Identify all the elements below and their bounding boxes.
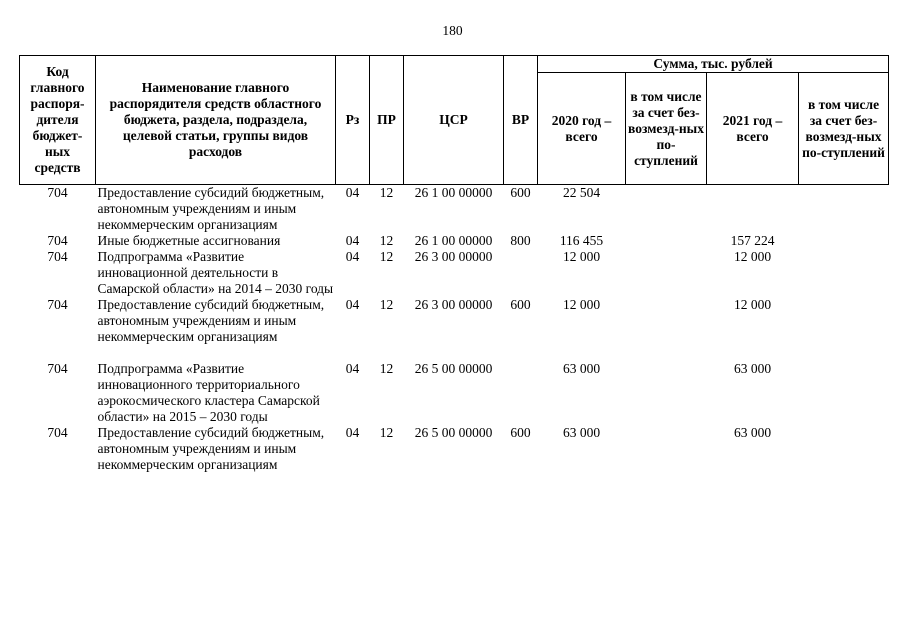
cell-2020-gratuitous	[626, 249, 707, 297]
cell-2020-total: 63 000	[562, 425, 601, 440]
cell-name: Предоставление субсидий бюджетным, автономным учреждениям и иным некоммерческим организациям	[97, 185, 325, 232]
cell-2021-gratuitous	[799, 185, 889, 234]
cell-name: Подпрограмма «Развитие инновационной деятельности в Самарской области» на 2014 – 2030 годы	[97, 249, 334, 296]
cell-name: Подпрограмма «Развитие инновационного территориального аэрокосмического кластера Самарской области» на 2015 – 2030 годы	[97, 361, 320, 424]
cell-pr: 12	[379, 425, 394, 440]
cell-vr: 600	[510, 297, 531, 312]
cell-vr: 600	[510, 185, 531, 200]
cell-2021-total	[707, 185, 799, 234]
cell-code: 704	[47, 185, 68, 200]
header-pr: ПР	[370, 56, 404, 185]
cell-csr: 26 1 00 00000	[414, 185, 493, 200]
budget-table	[19, 55, 889, 473]
table-row	[20, 297, 889, 345]
cell-csr: 26 3 00 00000	[414, 249, 493, 264]
cell-csr: 26 5 00 00000	[414, 425, 493, 440]
cell-2021-total: 157 224	[730, 233, 775, 248]
header-vr: ВР	[504, 56, 538, 185]
header-csr: ЦСР	[404, 56, 504, 185]
cell-code: 704	[47, 361, 68, 376]
cell-rz: 04	[345, 425, 360, 440]
cell-code: 704	[47, 233, 68, 248]
cell-csr: 26 1 00 00000	[414, 233, 493, 248]
cell-pr: 12	[379, 185, 394, 200]
cell-vr: 600	[510, 425, 531, 440]
table-row	[20, 425, 889, 473]
row-spacer	[20, 345, 889, 361]
cell-pr: 12	[379, 249, 394, 264]
cell-name: Иные бюджетные ассигнования	[97, 233, 281, 248]
cell-pr: 12	[379, 297, 394, 312]
cell-vr	[504, 249, 538, 297]
cell-2021-total: 12 000	[733, 297, 772, 312]
cell-2020-total: 12 000	[562, 249, 601, 264]
cell-vr: 800	[510, 233, 531, 248]
cell-2020-total: 22 504	[562, 185, 601, 200]
cell-name: Предоставление субсидий бюджетным, автономным учреждениям и иным некоммерческим организациям	[97, 425, 325, 472]
table-row	[20, 185, 889, 234]
cell-csr: 26 5 00 00000	[414, 361, 493, 376]
cell-code: 704	[47, 425, 68, 440]
cell-name: Предоставление субсидий бюджетным, автономным учреждениям и иным некоммерческим организациям	[97, 297, 325, 344]
cell-rz: 04	[345, 297, 360, 312]
page-number: 180	[442, 23, 463, 38]
cell-2020-total: 12 000	[562, 297, 601, 312]
cell-code: 704	[47, 249, 68, 264]
cell-2020-gratuitous	[626, 233, 707, 249]
cell-2020-total: 63 000	[562, 361, 601, 376]
cell-2021-gratuitous	[799, 361, 889, 425]
cell-2020-total: 116 455	[559, 233, 604, 248]
cell-rz: 04	[345, 361, 360, 376]
header-sum: Сумма, тыс. рублей	[538, 56, 889, 73]
cell-2020-gratuitous	[626, 425, 707, 473]
header-2021-gratuitous: в том числе за счет без-возмезд-ных по-ступлений	[799, 73, 889, 185]
cell-2020-gratuitous	[626, 297, 707, 345]
cell-2021-total: 63 000	[733, 361, 772, 376]
header-code: Код главного распоря-дителя бюджет-ных средств	[20, 56, 96, 185]
table-row	[20, 361, 889, 425]
header-2020-gratuitous: в том числе за счет без-возмезд-ных по-ступлений	[626, 73, 707, 185]
cell-pr: 12	[379, 361, 394, 376]
cell-2021-gratuitous	[799, 425, 889, 473]
cell-2020-gratuitous	[626, 185, 707, 234]
header-name: Наименование главного распорядителя средств областного бюджета, раздела, подраздела, целевой статьи, группы видов расходов	[96, 56, 336, 185]
table-row	[20, 233, 889, 249]
cell-2021-gratuitous	[799, 249, 889, 297]
cell-rz: 04	[345, 249, 360, 264]
cell-2020-gratuitous	[626, 361, 707, 425]
cell-2021-total: 63 000	[733, 425, 772, 440]
cell-2021-gratuitous	[799, 297, 889, 345]
cell-vr	[504, 361, 538, 425]
header-2021-total: 2021 год – всего	[707, 73, 799, 185]
cell-rz: 04	[345, 233, 360, 248]
header-row-1	[20, 56, 889, 73]
cell-code: 704	[47, 297, 68, 312]
cell-2021-gratuitous	[799, 233, 889, 249]
cell-pr: 12	[379, 233, 394, 248]
header-2020-total: 2020 год – всего	[538, 73, 626, 185]
table-row	[20, 249, 889, 297]
cell-2021-total: 12 000	[733, 249, 772, 264]
header-rz: Рз	[336, 56, 370, 185]
cell-csr: 26 3 00 00000	[414, 297, 493, 312]
cell-rz: 04	[345, 185, 360, 200]
